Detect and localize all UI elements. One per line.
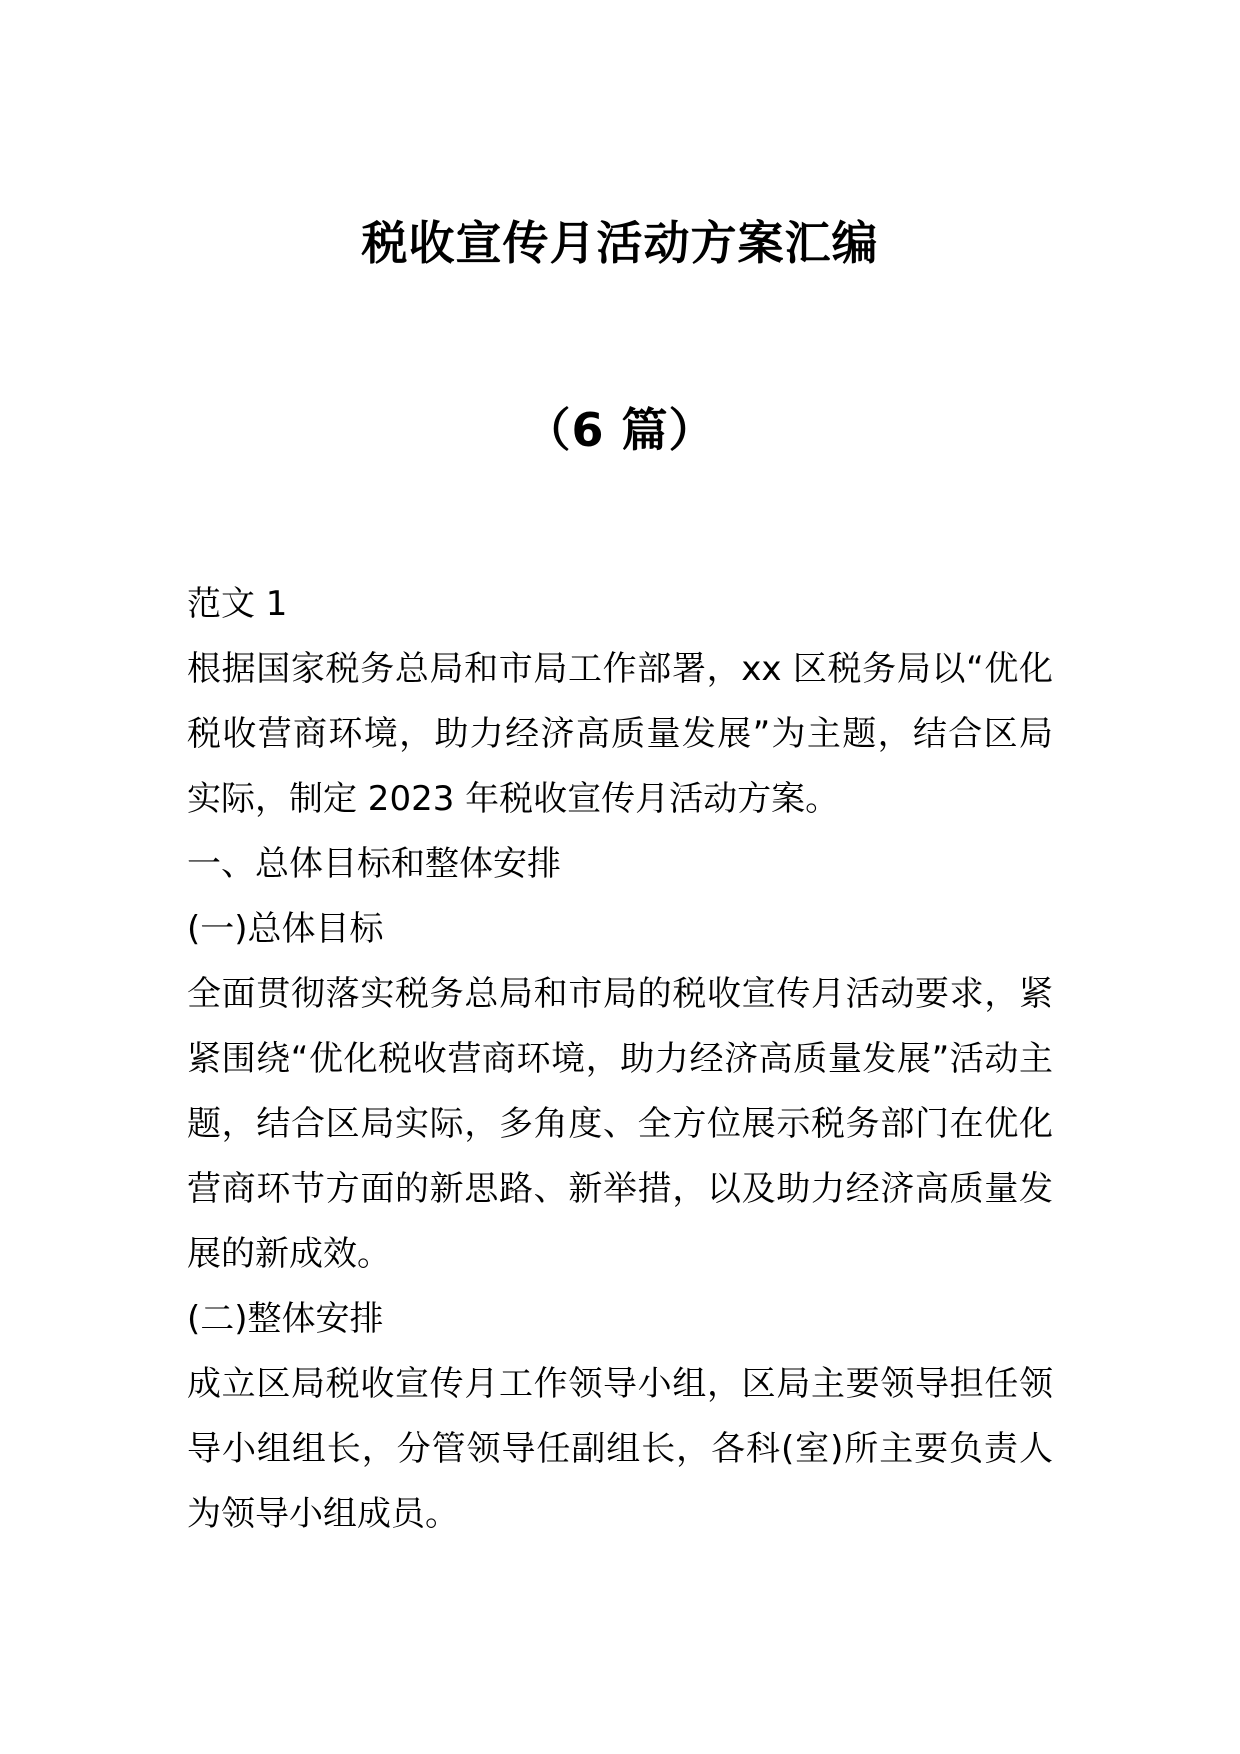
document-subtitle: （6 篇） bbox=[524, 403, 716, 457]
section-heading: 一、总体目标和整体安排 bbox=[187, 844, 561, 884]
intro-paragraph: 根据国家税务总局和市局工作部署，xx 区税务局以“优化税收营商环境，助力经济高质量发展”为主题，结合区局实际，制定 2023 年税收宣传月活动方案。 bbox=[187, 649, 1053, 819]
sample-label: 范文 1 bbox=[187, 584, 288, 624]
subsection-heading: (二)整体安排 bbox=[187, 1299, 384, 1339]
arrangement-paragraph: 成立区局税收宣传月工作领导小组，区局主要领导担任领导小组组长，分管领导任副组长，各科(室)所主要负责人为领导小组成员。 bbox=[187, 1364, 1053, 1534]
document-title: 税收宣传月活动方案汇编 bbox=[361, 216, 879, 270]
document-body bbox=[187, 572, 1053, 1547]
objective-paragraph: 全面贯彻落实税务总局和市局的税收宣传月活动要求，紧紧围绕“优化税收营商环境，助力经济高质量发展”活动主题，结合区局实际，多角度、全方位展示税务部门在优化营商环节方面的新思路、新举措，以及助力经济高质量发展的新成效。 bbox=[187, 974, 1053, 1274]
subsection-heading: (一)总体目标 bbox=[187, 909, 384, 949]
